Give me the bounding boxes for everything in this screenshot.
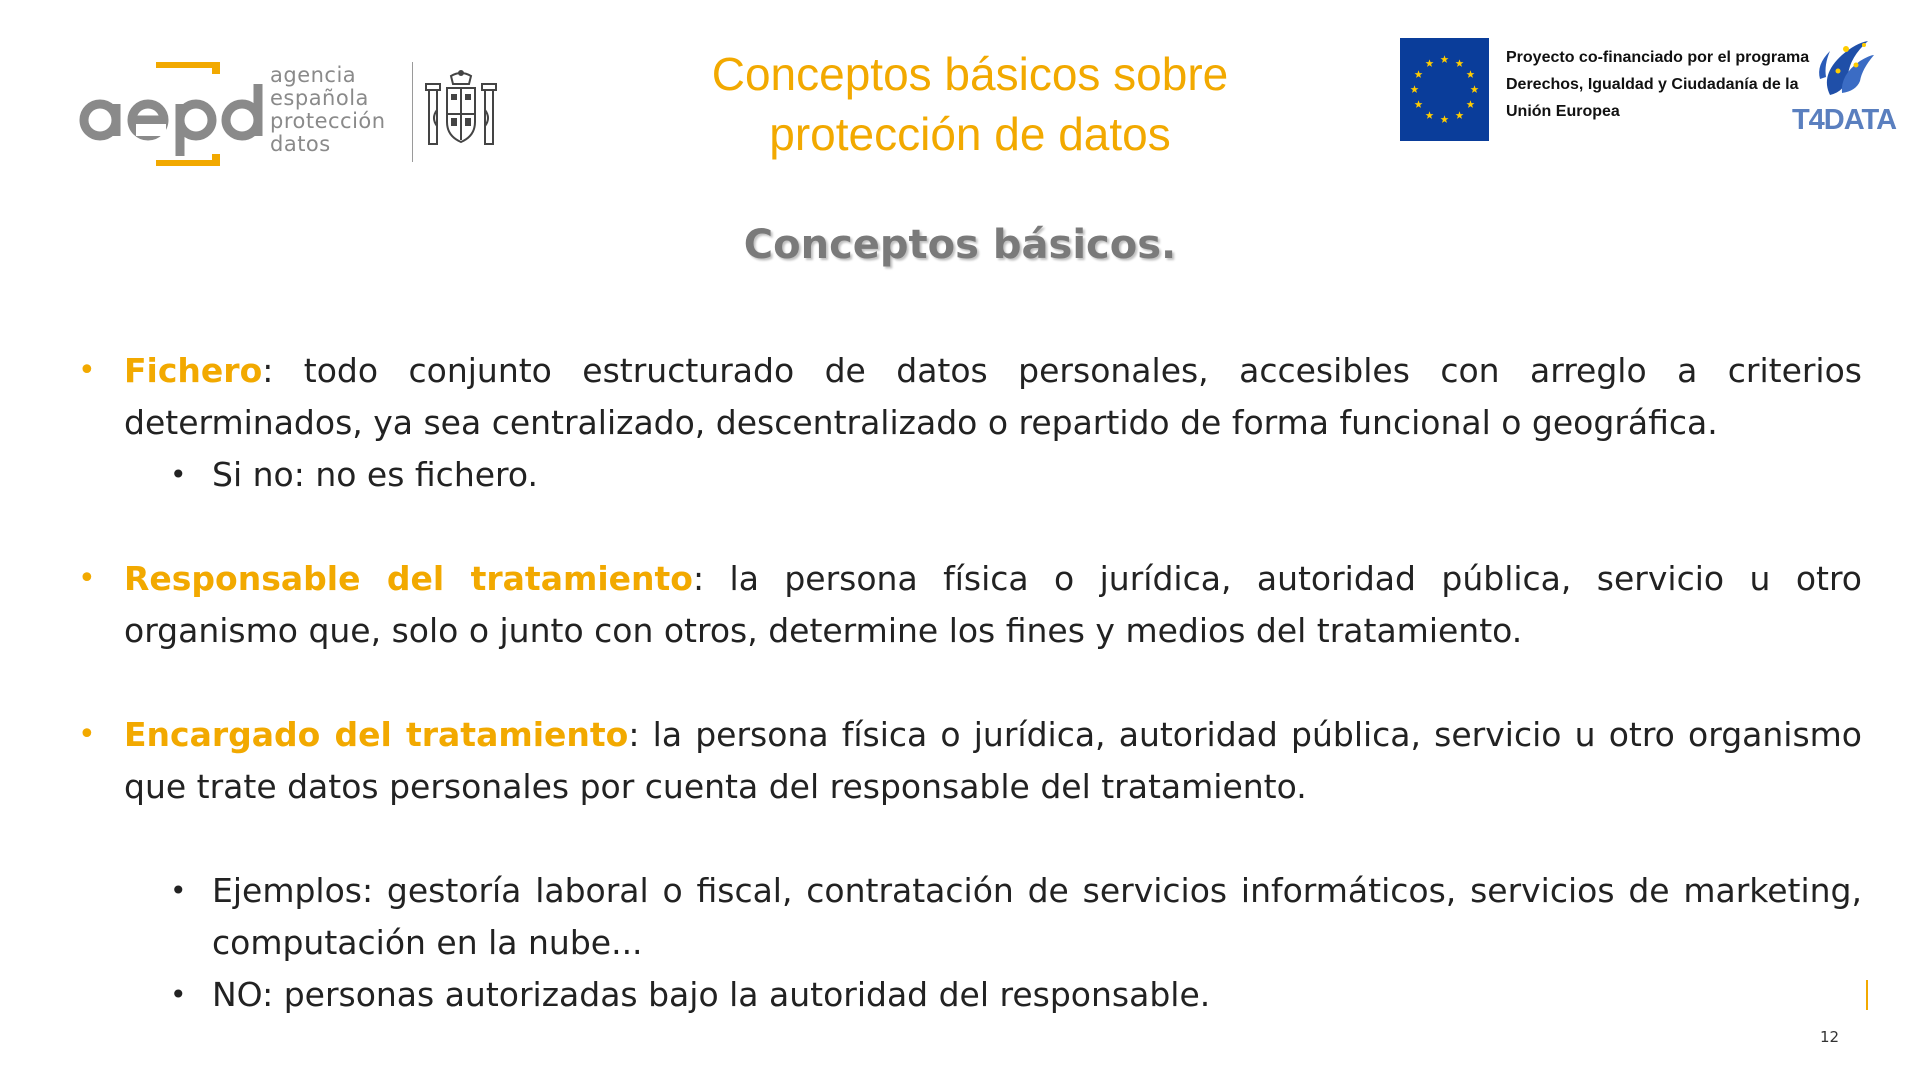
aepd-name-line: protección (270, 109, 386, 133)
header-title (620, 44, 1320, 164)
definition-encargado: : la persona física o jurídica, autoridad pública, servicio u otro organismo que trate datos personales por cuenta del responsable del tratamiento. (124, 715, 1862, 806)
aepd-name-line: datos (270, 132, 331, 156)
section-title: Conceptos básicos. (743, 222, 1177, 268)
header-title-line-1: Conceptos básicos sobre (711, 48, 1229, 100)
sub-item-text: NO: personas autorizadas bajo la autoridad del responsable. (212, 975, 1211, 1014)
sub-item-text: Ejemplos: gestoría laboral o fiscal, contratación de servicios informáticos, servicios de marketing, computación en la nube... (212, 871, 1862, 962)
sub-item (78, 969, 1862, 1021)
bullet-icon: • (170, 458, 187, 491)
logo-divider (412, 62, 413, 162)
bullet-icon: • (78, 561, 96, 596)
side-accent-mark (1866, 980, 1868, 1010)
t4data-logo-text: T4DATA (1791, 104, 1897, 136)
sub-item (78, 449, 1862, 501)
eu-funding-line: Unión Europea (1506, 103, 1620, 120)
aepd-name-line: española (270, 86, 369, 110)
sub-item (78, 865, 1862, 969)
spain-coat-of-arms-icon (423, 70, 499, 158)
aepd-name-line: agencia (270, 63, 357, 87)
eu-funding-text (1506, 44, 1810, 125)
term-responsable: Responsable del tratamiento (124, 559, 693, 598)
bullet-icon: • (170, 978, 187, 1011)
list-item-responsable (78, 553, 1862, 657)
eu-flag-icon (1400, 38, 1489, 141)
definition-responsable: : la persona física o jurídica, autoridad pública, servicio u otro organismo que, solo o junto con otros, determine los fines y medios del tratamiento. (124, 559, 1862, 650)
term-encargado: Encargado del tratamiento (124, 715, 629, 754)
eu-funding-line: Derechos, Igualdad y Ciudadanía de la (1506, 76, 1799, 93)
aepd-logo (78, 62, 498, 166)
aepd-mark-icon (78, 62, 278, 166)
eu-funding-line: Proyecto co-financiado por el programa (1506, 49, 1810, 66)
list-item-fichero (78, 345, 1862, 449)
bullet-icon: • (170, 874, 187, 907)
term-fichero: Fichero (124, 351, 263, 390)
aepd-name (270, 64, 386, 156)
bullet-icon: • (78, 717, 96, 752)
header-title-line-2: protección de datos (769, 108, 1171, 160)
definition-fichero: : todo conjunto estructurado de datos personales, accesibles con arreglo a criterios determinados, ya sea centralizado, descentralizado o repartido de forma funcional o geográfica. (124, 351, 1862, 442)
list-item-encargado (78, 709, 1862, 813)
page-number: 12 (1820, 1028, 1840, 1046)
bullet-icon: • (78, 353, 96, 388)
sub-item-text: Si no: no es fichero. (212, 455, 538, 494)
content-body (78, 345, 1862, 1021)
